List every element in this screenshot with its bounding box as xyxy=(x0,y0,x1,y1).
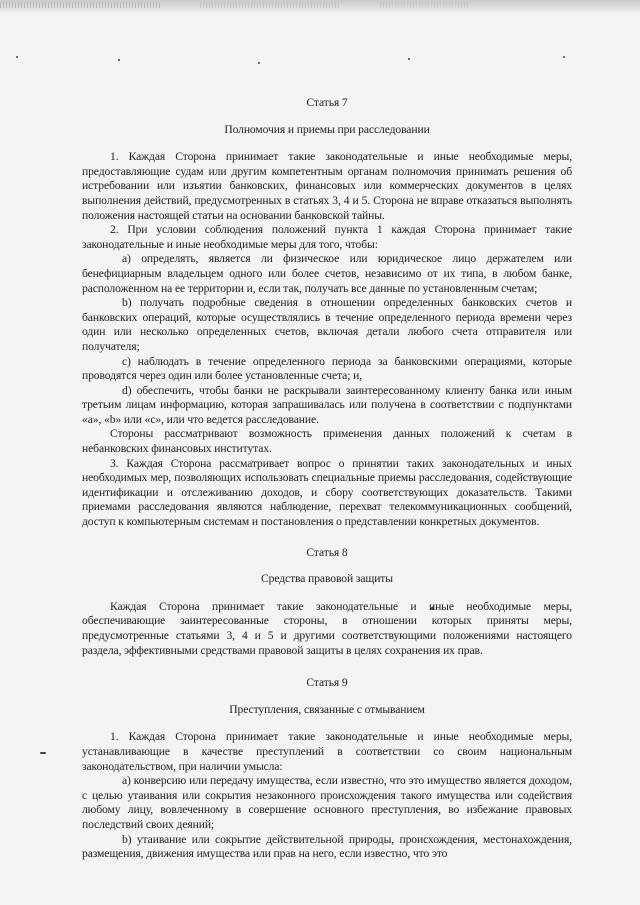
paragraph: 1. Каждая Сторона принимает такие законодательные и иные необходимые меры, устанавливающие в качестве преступлений в соответствии со своим национальным законодательством, при наличии умысла: xyxy=(82,730,572,773)
subparagraph: b) получать подробные сведения в отношении определенных банковских счетов и банковских операций, которые осуществлялись в течение определенного периода времени через один или несколько определенных счетов, включая детали любого счета отправителя или получателя; xyxy=(82,296,572,353)
article-title: Полномочия и приемы при расследовании xyxy=(224,122,430,136)
scan-speck xyxy=(408,58,410,60)
article-number: Статья 8 xyxy=(306,545,348,559)
article-number: Статья 9 xyxy=(306,676,348,690)
article-9 xyxy=(82,676,572,862)
paragraph: 1. Каждая Сторона принимает такие законодательные и иные необходимые меры, предоставляющие судам или другим компетентным органам полномочия принимать решения об истребовании или изъятии банковских, финансовых или коммерческих документов в целях выполнения действий, предусмотренных в статьях 3, 4 и 5. Сторона не вправе отказаться выполнять положения настоящей статьи на основании банковской тайны. xyxy=(82,150,572,222)
scan-speck xyxy=(563,56,565,58)
document-page xyxy=(82,96,572,862)
article-title: Преступления, связанные с отмыванием xyxy=(229,702,425,716)
spacer xyxy=(82,658,572,676)
article-number: Статья 7 xyxy=(306,96,348,109)
article-7 xyxy=(82,96,572,530)
article-8 xyxy=(82,546,572,659)
scan-speck xyxy=(118,59,120,61)
paragraph: Каждая Сторона принимает такие законодательные и иные необходимые меры, обеспечивающие заинтересованные стороны, в отношении которых приняты меры, предусмотренные статьями 3, 4 и 5 и другими соответствующими положениями настоящего раздела, эффективными средствами правовой защиты в целях сохранения их прав. xyxy=(82,599,572,657)
subparagraph: a) конверсию или передачу имущества, если известно, что это имущество является доходом, с целью утаивания или сокрытия незаконного происхождения такого имущества или содействия любому лицу, вовлеченному в совершение основного преступления, во избежание правовых последствий своих деяний; xyxy=(82,774,572,831)
scan-edge-artifact xyxy=(0,0,640,14)
paragraph: 3. Каждая Сторона рассматривает вопрос о принятии таких законодательных и иных необходимых мер, позволяющих использовать специальные приемы расследования, содействующие идентификации и отслеживанию доходов, и сбору соответствующих доказательств. Такими приемами расследования являются наблюдение, перехват телекоммуникационных сообщений, доступ к компьютерным системам и постановления о представлении конкретных документов. xyxy=(82,456,572,529)
subparagraph: b) утаивание или сокрытие действительной природы, происхождения, местонахождения, размещения, движения имущества или прав на него, если известно, что это xyxy=(82,832,572,861)
scan-speck xyxy=(40,752,46,754)
scan-speck xyxy=(16,56,18,58)
paragraph: Стороны рассматривают возможность применения данных положений к счетам в небанковских финансовых институтах. xyxy=(82,427,572,456)
article-title: Средства правовой защиты xyxy=(261,572,393,586)
subparagraph: c) наблюдать в течение определенного периода за банковскими операциями, которые проводятся через один или более установленные счета; и, xyxy=(82,354,572,383)
scan-speck xyxy=(258,62,260,64)
subparagraph: a) определять, является ли физическое или юридическое лицо держателем или бенефициарным владельцем одного или более счетов, независимо от их типа, в любом банке, расположенном на ее территории и, если так, получать все данные по установленным счетам; xyxy=(82,252,572,295)
spacer xyxy=(82,530,572,546)
subparagraph: d) обеспечить, чтобы банки не раскрывали заинтересованному клиенту банка или иным третьим лицам информацию, которая запрашивалась или получена в соответствии с подпунктами «a», «b» или «c», или что ведется расследование. xyxy=(82,383,572,426)
paragraph: 2. При условии соблюдения положений пункта 1 каждая Сторона принимает такие законодательные и иные необходимые меры для того, чтобы: xyxy=(82,223,572,251)
